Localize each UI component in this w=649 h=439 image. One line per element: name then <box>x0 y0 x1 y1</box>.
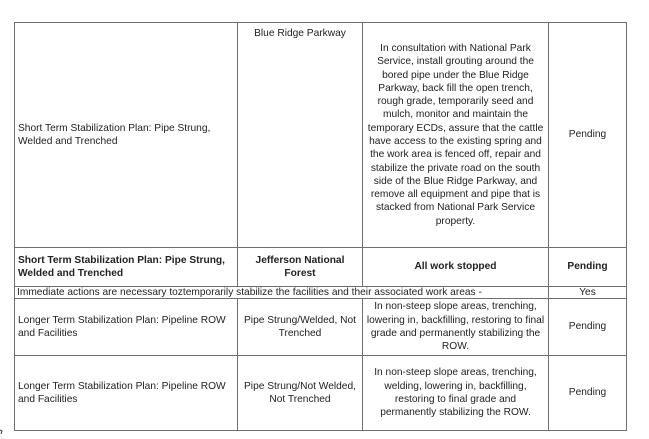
description-cell: In non-steep slope areas, trenching, welding, lowering in, backfilling, restoring to final grade and permanently stabilizing the ROW. <box>363 356 549 431</box>
status-cell: Yes <box>549 287 627 299</box>
location-cell: Jefferson National Forest <box>238 248 363 287</box>
task-cell: Short Term Stabilization Plan: Pipe Strung, Welded and Trenched <box>15 23 238 248</box>
description-cell: In non-steep slope areas, trenching, lowering in, backfilling, restoring to final grade and permanently stabilizing the ROW. <box>363 299 549 356</box>
status-cell: Pending <box>549 248 627 287</box>
status-cell: Pending <box>549 356 627 431</box>
status-cell: Pending <box>549 23 627 248</box>
location-cell: Pipe Strung/Welded, Not Trenched <box>238 299 363 356</box>
table-row <box>15 299 627 356</box>
description-cell: All work stopped <box>363 248 549 287</box>
description-cell: In consultation with National Park Service, install grouting around the bored pipe under the Blue Ridge Parkway, back fill the open trench, rough grade, temporarily seed and mulch, monitor and maintain the temporary ECDs, assure that the cattle have access to the existing spring and the work area is fenced off, repair and stabilize the private road on the south side of the Blue Ridge Parkway, and remove all equipment and pipe that is stacked from National Park Service property. <box>363 23 549 248</box>
page-edge-fragment <box>0 429 3 435</box>
task-cell: Longer Term Stabilization Plan: Pipeline ROW and Facilities <box>15 356 238 431</box>
table-row <box>15 287 627 299</box>
location-cell: Pipe Strung/Not Welded, Not Trenched <box>238 356 363 431</box>
task-cell: Longer Term Stabilization Plan: Pipeline ROW and Facilities <box>15 299 238 356</box>
status-cell: Pending <box>549 299 627 356</box>
task-cell: Short Term Stabilization Plan: Pipe Strung, Welded and Trenched <box>15 248 238 287</box>
table-row <box>15 23 627 248</box>
location-cell: Blue Ridge Parkway <box>238 23 363 248</box>
notice-cell: Immediate actions are necessary toztemporarily stabilize the facilities and their associated work areas - <box>15 287 549 299</box>
table-row <box>15 356 627 431</box>
stabilization-plan-table <box>14 22 627 431</box>
table-row <box>15 248 627 287</box>
